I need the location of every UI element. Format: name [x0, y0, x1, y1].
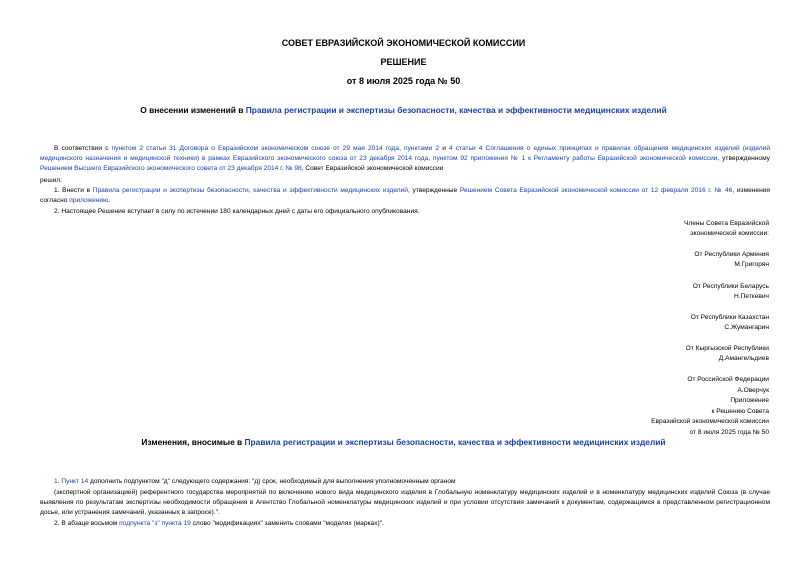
member-kyrgyzstan-country: От Кыргызской Республики [685, 345, 769, 352]
preamble-text-6: , Совет Евразийской экономической комиссии [301, 165, 444, 172]
item-1-text-3: , изменения согласно [40, 187, 770, 204]
item-1-text-2: , утвержденные [407, 187, 460, 194]
preamble-text-3: и [439, 145, 449, 152]
date-number: от 8 июля 2025 года № 50 [346, 76, 461, 86]
preamble-text-4: , [428, 155, 433, 162]
change-2-text-2: слово "модификациях" заменить словами "моделях (марках)". [190, 520, 384, 527]
decided-label: решил: [40, 177, 62, 184]
changes-title [0, 437, 807, 447]
change-2-link[interactable]: подпункта "з" пункта 19 [119, 520, 191, 527]
member-belarus-country: От Республики Беларусь [692, 283, 769, 290]
item-1-link-appendix[interactable]: приложению [69, 197, 109, 204]
doc-type-heading: РЕШЕНИЕ [380, 57, 427, 67]
decision-title-prefix: О внесении изменений в [140, 105, 246, 115]
preamble-text-2: , [399, 145, 405, 152]
preamble-text-5: , утвержденному [717, 155, 770, 162]
preamble-paragraph [40, 144, 770, 174]
signatures-heading-1: Члены Совета Евразийской [683, 220, 769, 227]
item-2-paragraph: 2. Настоящее Решение вступает в силу по истечении 180 календарных дней с даты его официального опубликования. [54, 208, 420, 215]
preamble-link-agreement[interactable]: 4 статьи 4 Соглашения о единых принципах и правилах обращения медицинских изделий (изделий медицинского назначения и медицинской техники) в рамках Евразийского экономического союза от 23 декабря 2014 года [40, 145, 771, 162]
change-1-text-1: дополнить подпунктом "д" следующего содержания: "д) срок, необходимый для выполнения уполномоченным органом [88, 478, 456, 485]
member-armenia-country: От Республики Армения [694, 251, 769, 258]
preamble-link-points[interactable]: пунктами 2 [404, 145, 440, 152]
appendix-line-2: Евразийской экономической комиссии [651, 418, 769, 425]
decision-title [0, 105, 807, 115]
item-1-link-rules[interactable]: Правила регистрации и экспертизы безопасности, качества и эффективности медицинских изделий [92, 187, 408, 194]
member-russia-name: А.Оверчук [737, 387, 769, 394]
member-russia-country: От Российской Федерации [687, 376, 769, 383]
appendix-label: Приложение [730, 397, 769, 404]
item-1-link-decision[interactable]: Решением Совета Евразийской экономической комиссии от 12 февраля 2016 г. № 46 [459, 187, 733, 194]
preamble-text-1: В соответствии с [54, 145, 112, 152]
preamble-link-treaty[interactable]: пунктом 2 статьи 31 Договора о Евразийском экономическом союзе от 29 мая 2014 года [111, 145, 400, 152]
change-2-paragraph [54, 519, 384, 529]
member-kyrgyzstan-name: Д.Амангельдиев [718, 355, 769, 362]
decision-title-link[interactable]: Правила регистрации и экспертизы безопасности, качества и эффективности медицинских изделий [245, 105, 667, 115]
item-1-text-1: 1. Внести в [54, 187, 93, 194]
item-1-text-4: . [108, 197, 110, 204]
changes-title-link[interactable]: Правила регистрации и экспертизы безопасности, качества и эффективности медицинских изделий [244, 437, 666, 447]
item-1-paragraph [40, 186, 770, 206]
member-armenia-name: М.Григорян [734, 261, 769, 268]
member-belarus-name: Н.Петкевич [733, 293, 769, 300]
preamble-link-regulation[interactable]: пунктом 92 приложения № 1 к Регламенту работы Евразийской экономической комиссии [432, 155, 718, 162]
change-1-line-1 [54, 477, 456, 487]
appendix-line-3: от 8 июля 2025 года № 50 [689, 429, 769, 436]
change-2-text-1: 2. В абзаце восьмом [54, 520, 120, 527]
member-kazakhstan-country: От Республики Казахстан [690, 314, 769, 321]
appendix-line-1: к Решению Совета [711, 408, 769, 415]
change-1-link[interactable]: 1. Пункт 14 [54, 478, 89, 485]
org-heading: СОВЕТ ЕВРАЗИЙСКОЙ ЭКОНОМИЧЕСКОЙ КОМИССИИ [281, 38, 526, 48]
change-1-paragraph: (экспертной организацией) референтного государства мероприятий по включению нового вида медицинского изделия в Глобальную номенклатуру медицинских изделий и в номенклатуру медицинских изделий Союза (в случае выявления по результатам экспертизы необходимости обращения в Агентство Глобальной номенклатуры медицинских изделий и при условии отсутствия замечаний к документам, содержащимся в представленном регистрационном досье, или устранения замечаний, указанных в запросе).". [40, 489, 770, 516]
changes-title-prefix: Изменения, вносимые в [141, 437, 245, 447]
signatures-heading-2: экономической комиссии: [690, 230, 769, 237]
member-kazakhstan-name: С.Жумангарин [724, 324, 769, 331]
preamble-link-decision[interactable]: Решением Высшего Евразийского экономического совета от 23 декабря 2014 г. № 98 [40, 165, 302, 172]
